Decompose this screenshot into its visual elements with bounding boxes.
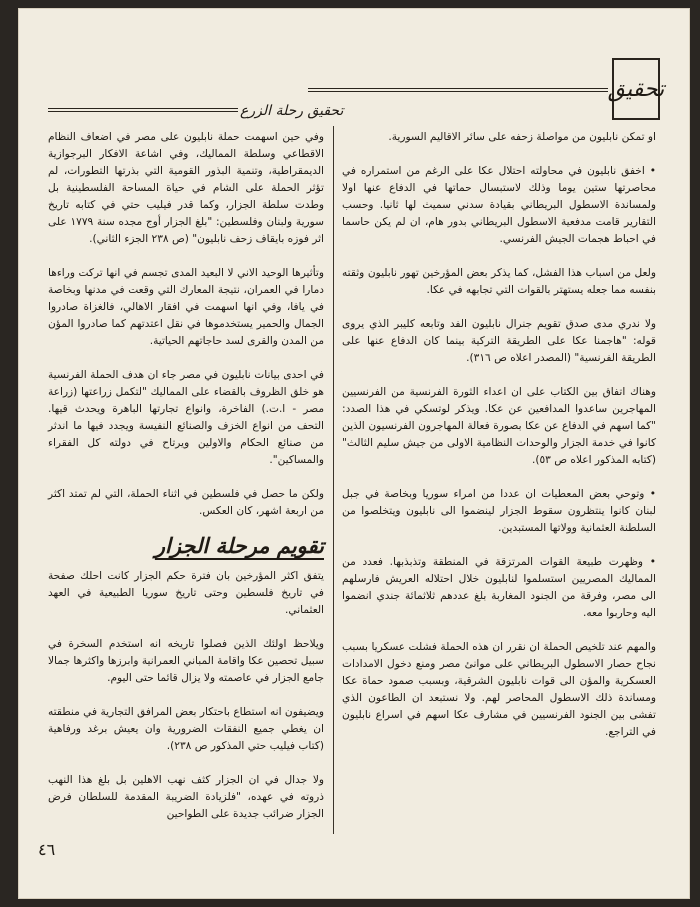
paragraph: • وظهرت طبيعة القوات المرتزقة في المنطقة وتذبذبها. فعدد من المماليك المصريين استسلموا لنابليون خلال احتلاله العريش فارسلهم الى مصر، وفرقة من الجنود المغاربة بلغ عددهم ثلاثمائة جندي انضموا اليه وحاربوا معه. — [342, 556, 656, 619]
magazine-page — [18, 8, 690, 899]
paragraph: وهناك اتفاق بين الكتاب على ان اعداء الثورة الفرنسية من الفرنسيين المهاجرين ساعدوا المدافعين عن عكا. ويذكر لوتسكي في هذا الصدد: "كما اسهم في الدفاع عن عكا بصورة فعالة المهاجرون الفرنسيون الذين كانوا في خدمة الجزار والوحدات النظامية الاولى من جيش سليم الثالث" (كتابه المذكور اعلاه ص ٥٣). — [342, 386, 656, 466]
column-right — [342, 129, 656, 758]
paragraph: وفي حين اسهمت حملة نابليون على مصر في اضعاف النظام الاقطاعي وسلطة المماليك، وفي اشاعة الافكار البرجوازية الديمقراطية، وتنمية البذور القومية التي بذرتها التطورات، لم تؤثر الحملة على الشام في حياة المساحة الفلسطينية بل وطدت سلطة الجزار، وكما قدر فيليب حتي في كتابه تاريخ سورية ولبنان وفلسطين: "بلغ الجزار أوج مجده سنة ١٧٧٩ على اثر فوزه بايقاف زحف نابليون" (ص ٢٣٨ الجزء الثاني). — [48, 131, 325, 245]
paragraph: او تمكن نابليون من مواصلة زحفه على سائر الاقاليم السورية. — [388, 131, 656, 143]
paragraph: في احدى بيانات نابليون في مصر جاء ان هدف الحملة الفرنسية هو خلق الظروف بالقضاء على المماليك "لتكمل زراعتها (زراعة مصر - ا.ت.) الفاخرة، وانواع تجارتها الباهرة ويحدث قيها. التحف من انواع الخزف والصنائع النفيسة ويجدد فيها ما اندثر من صنائع الحكام والاولين ويرتاح في دولته كل الفقراء والمساكين". — [48, 369, 324, 466]
column-divider — [333, 126, 334, 834]
section-title-box — [607, 58, 665, 120]
paragraph: • وتوحي بعض المعطيات ان عددا من امراء سوريا وبخاصة في جبل لبنان كانوا ينتظرون سقوط الجزار لينضموا الى نابليون ويتخلصوا من السلطنة العثمانية وولاتها المستبدين. — [342, 488, 656, 534]
section-title: تحقيق — [607, 76, 665, 102]
paragraph: ولكن ما حصل في فلسطين في اثناء الحملة، التي لم تمتد اكثر من اربعة اشهر، كان العكس. — [48, 488, 324, 517]
paragraph: وتأثيرها الوحيد الاني لا البعيد المدى تجسم في انها تركت وراءها دمارا في العمران، نتيجة المعارك التي وقعت في مدنها وبخاصة في يافا، وفي انها اسهمت في افقار الاهالي، فالغزاة صادروا الجمال والحمير يستخدموها في نقل اعتدتهم كما صادروا المؤن من المدن والقرى لسد حاجاتهم الحياتية. — [48, 267, 324, 347]
header-rule-left — [48, 108, 238, 112]
paragraph: ويضيفون انه استطاع باحتكار بعض المرافق التجارية في منطقته ان يغطي جميع النفقات الضرورية وان يعيش برغد ورفاهية (كتاب فيليب حتي المذكور ص ٢٣٨). — [48, 706, 324, 752]
paragraph: • اخفق نابليون في محاولته احتلال عكا على الرغم من استمراره في محاصرتها ستين يوما وذلك لاستبسال حماتها في الدفاع عنها اولا ولمساندة الاسطول البريطاني بقيادة سدني سميث لها ثانيا. وحسب التقارير قامت مدفعية الاسطول البريطاني بدور هام، ان لم يكن حاسما في احباط هجمات الجيش الفرنسي. — [342, 165, 656, 245]
page-number: ٤٦ — [38, 840, 56, 859]
paragraph: ولا ندري مدى صدق تقويم جنرال نابليون الفد وتابعه كليبر الذي يروى قوله: "هاجمنا عكا على الطريقة التركية بينما كان الدفاع عنها على الطريقة الفرنسية" (المصدر اعلاه ص ٣١٦). — [342, 318, 656, 364]
article-byline: تحقيق رحلة الزرع — [240, 103, 344, 119]
paragraph: يتفق اكثر المؤرخين بان فترة حكم الجزار كانت احلك صفحة في تاريخ فلسطين وحتى تاريخ سوريا الطبيعية في العهد العثماني. — [48, 570, 324, 616]
column-left — [48, 129, 324, 840]
paragraph: ويلاحظ اولئك الذين فصلوا تاريخه انه استخدم السخرة في سبيل تحصين عكا واقامة المباني العمرانية وابرزها واكثرها جمالا جامع الجزار في عاصمته ولا يزال قائما حتى اليوم. — [48, 638, 324, 684]
paragraph: ولعل من اسباب هذا الفشل، كما يذكر بعض المؤرخين تهور نابليون وثقته بنفسه مما جعله يستهتر بالقوات التي تجابهه في عكا. — [342, 267, 656, 296]
paragraph: ولا جدال في ان الجزار كثف نهب الاهلين بل بلغ هذا النهب ذروته في عهده، "فلزيادة الضريبة المقدمة للسلطان فرض الجزار ضرائب جديدة على الطواحين — [48, 774, 324, 820]
section-subheading: تقويم مرحلة الجزار — [154, 533, 324, 558]
header-rule-right — [308, 88, 608, 92]
paragraph: والمهم عند تلخيص الحملة ان نقرر ان هذه الحملة فشلت عسكريا بسبب نجاح حصار الاسطول البريطاني على موانئ مصر ومنع دخول الامدادات العسكرية والمؤن الى قوات نابليون الشرقية، وبسبب صمود حماة عكا ومساندة ذلك الاسطول المحاصر لهم. ولا نستبعد ان الطاعون الذي تفشى بين الجنود الفرنسيين في مشارف عكا اسهم في اسراع نابليون في التراجع. — [342, 641, 656, 738]
